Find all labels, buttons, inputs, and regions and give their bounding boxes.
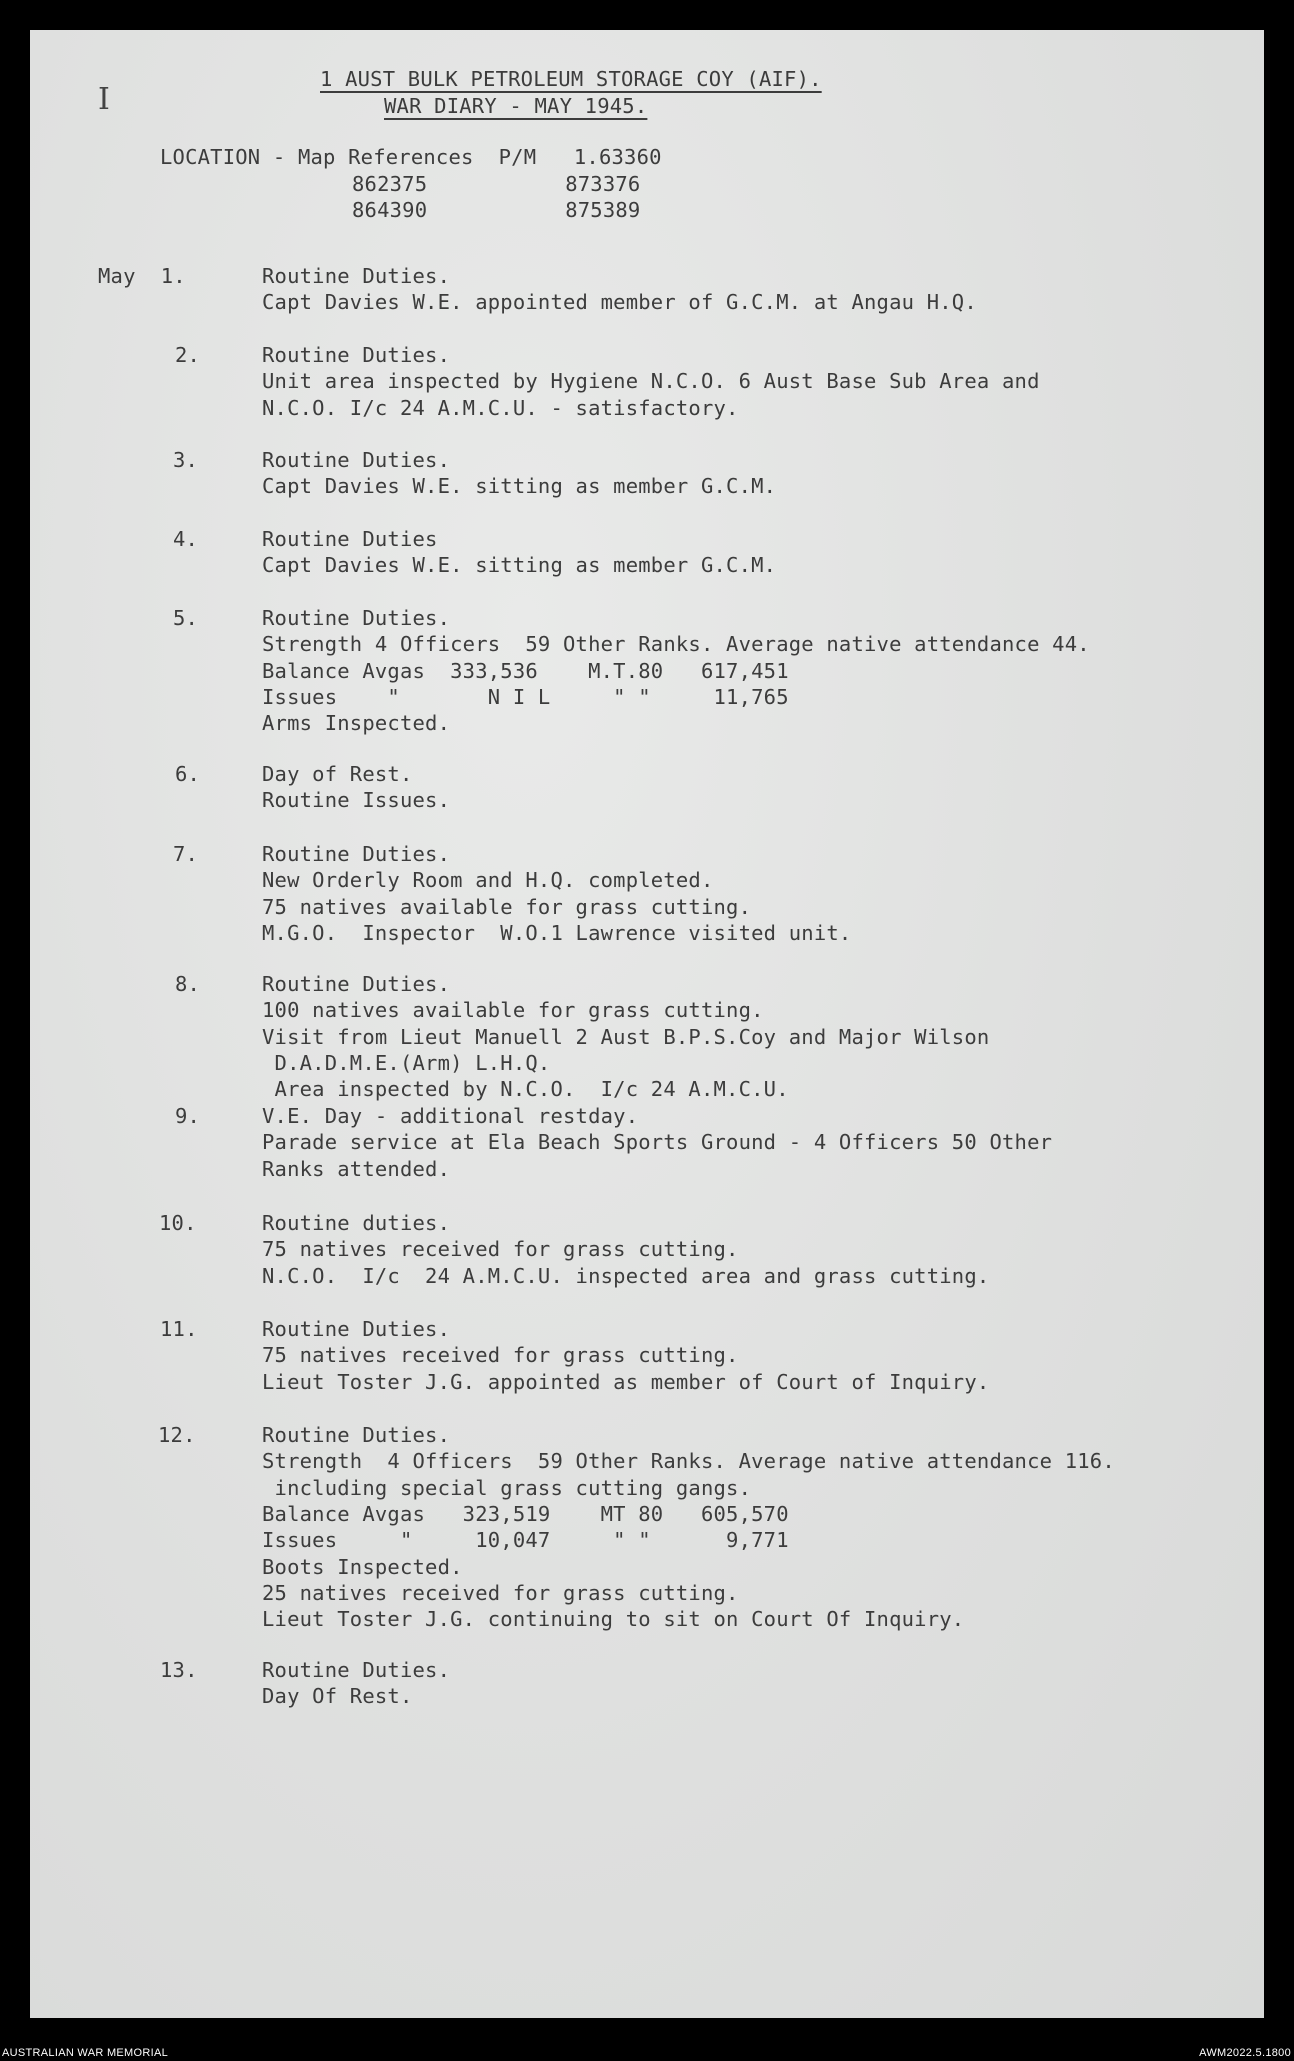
entry-date: 3. [173,448,199,472]
entry-date: 11. [160,1317,198,1341]
entry-line: Routine Duties. [262,448,451,472]
entry-line: Strength 4 Officers 59 Other Ranks. Average native attendance 116. [262,1449,1115,1473]
entry-date: 4. [173,527,199,551]
entry-line: Routine Duties. [262,1317,451,1341]
entry-line: Strength 4 Officers 59 Other Ranks. Average native attendance 44. [262,632,1090,656]
location-ref-row-2: 864390 875389 [352,198,641,222]
entry-line: Day Of Rest. [262,1684,413,1708]
entry-date: 7. [173,842,199,866]
entry-date: 6. [175,762,201,786]
entry-line: 25 natives received for grass cutting. [262,1581,739,1605]
location-line: LOCATION - Map References P/M 1.63360 [160,145,662,169]
entry-line: Unit area inspected by Hygiene N.C.O. 6 Aust Base Sub Area and [262,369,1040,393]
entry-line: Ranks attended. [262,1157,451,1181]
entry-line: N.C.O. I/c 24 A.M.C.U. - satisfactory. [262,396,739,420]
entry-line: Day of Rest. [262,762,413,786]
entry-line: Boots Inspected. [262,1555,463,1579]
entry-line: Capt Davies W.E. appointed member of G.C.M. at Angau H.Q. [262,290,977,314]
entry-line: Routine Issues. [262,788,451,812]
entry-line: V.E. Day - additional restday. [262,1104,639,1128]
entry-date: 2. [175,343,201,367]
location-ref-row-1: 862375 873376 [352,172,641,196]
entry-line: Lieut Toster J.G. appointed as member of Court of Inquiry. [262,1370,990,1394]
entry-line: Lieut Toster J.G. continuing to sit on Court Of Inquiry. [262,1607,965,1631]
entry-line: Issues " 10,047 " " 9,771 [262,1528,789,1552]
entry-line: Routine Duties. [262,972,451,996]
entry-line: Routine Duties. [262,264,451,288]
entry-line: 100 natives available for grass cutting. [262,998,764,1022]
entry-line: M.G.O. Inspector W.O.1 Lawrence visited unit. [262,921,852,945]
entry-line: Routine Duties [262,527,438,551]
entry-line: D.A.D.M.E.(Arm) L.H.Q. [262,1051,551,1075]
entry-line: 75 natives received for grass cutting. [262,1343,739,1367]
entry-date: 5. [173,606,199,630]
entry-line: Routine duties. [262,1211,451,1235]
entry-line: Routine Duties. [262,842,451,866]
entry-line: Routine Duties. [262,1658,451,1682]
page-number: I [98,82,110,117]
entry-line: Issues " N I L " " 11,765 [262,685,789,709]
entry-line: Balance Avgas 333,536 M.T.80 617,451 [262,659,789,683]
entry-date: 10. [159,1211,197,1235]
entry-line: Area inspected by N.C.O. I/c 24 A.M.C.U. [262,1077,789,1101]
entry-date: 13. [160,1658,198,1682]
entry-date: 12. [158,1423,196,1447]
entry-line: New Orderly Room and H.Q. completed. [262,868,714,892]
document-page [30,30,1264,2018]
entry-line: Routine Duties. [262,343,451,367]
footer-reference: AWM2022.5.1800 [1199,2047,1291,2059]
entry-line: Capt Davies W.E. sitting as member G.C.M. [262,474,777,498]
entry-line: Routine Duties. [262,1423,451,1447]
entry-line: Visit from Lieut Manuell 2 Aust B.P.S.Coy and Major Wilson [262,1025,990,1049]
entry-line: Routine Duties. [262,606,451,630]
entry-date: May 1. [98,264,186,288]
entry-date: 8. [175,972,201,996]
entry-line: Capt Davies W.E. sitting as member G.C.M. [262,553,777,577]
entry-line: Balance Avgas 323,519 MT 80 605,570 [262,1502,789,1526]
document-subtitle: WAR DIARY - MAY 1945. [384,94,648,118]
footer-credit: AUSTRALIAN WAR MEMORIAL [2,2047,169,2059]
entry-line: 75 natives available for grass cutting. [262,895,752,919]
entry-line: Arms Inspected. [262,711,451,735]
entry-date: 9. [175,1104,201,1128]
entry-line: N.C.O. I/c 24 A.M.C.U. inspected area and grass cutting. [262,1264,990,1288]
entry-line: 75 natives received for grass cutting. [262,1237,739,1261]
entry-line: including special grass cutting gangs. [262,1476,752,1500]
entry-line: Parade service at Ela Beach Sports Ground - 4 Officers 50 Other [262,1130,1053,1154]
document-title: 1 AUST BULK PETROLEUM STORAGE COY (AIF). [320,67,822,91]
